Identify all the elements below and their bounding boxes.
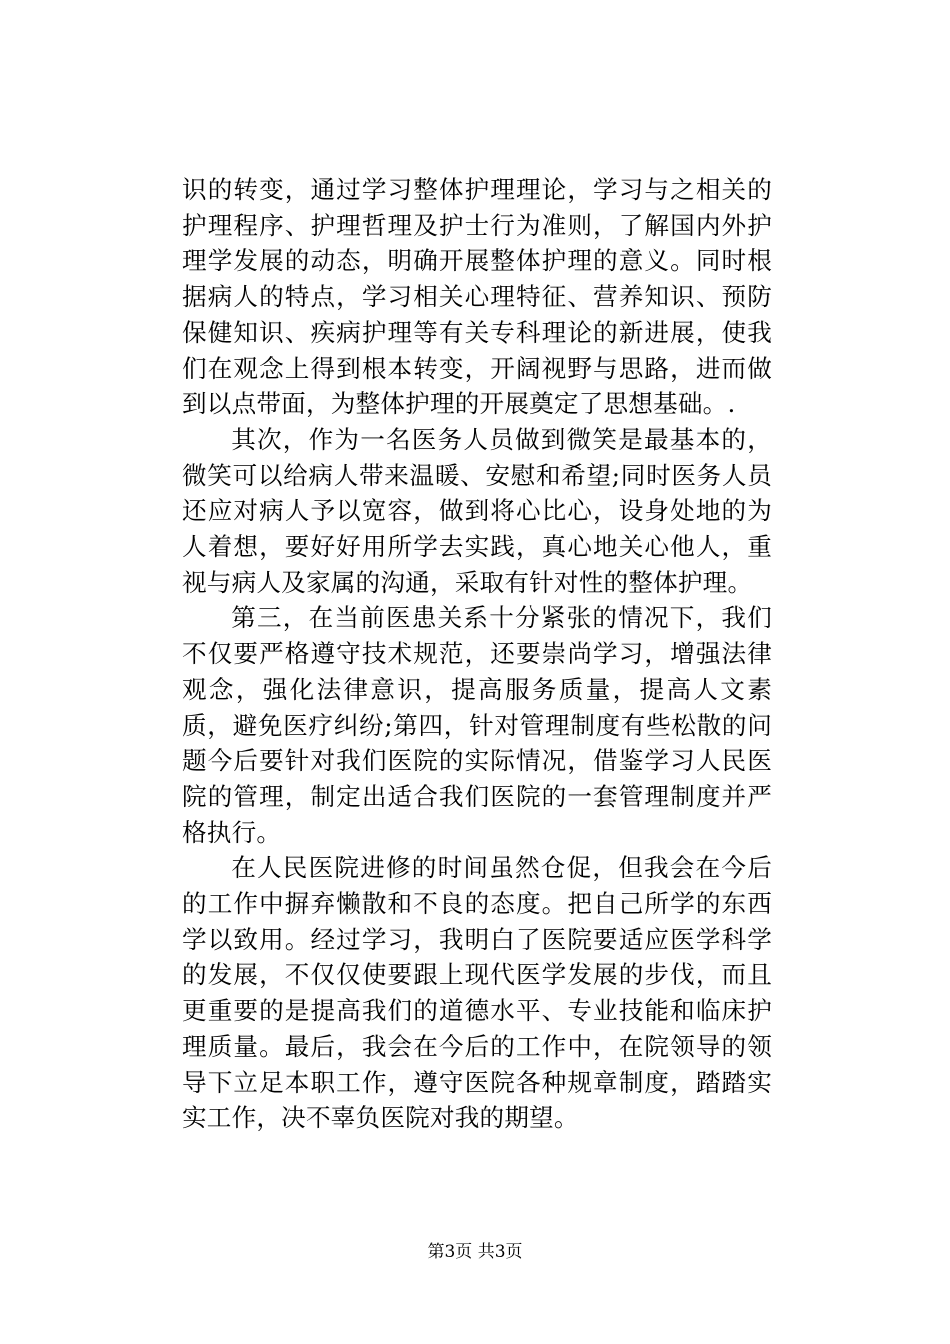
page-number-footer: 第3页 共3页 [427,1242,523,1262]
paragraph-1: 识的转变，通过学习整体护理理论，学习与之相关的护理程序、护理哲理及护士行为准则，了解国内外护理学发展的动态，明确开展整体护理的意义。同时根据病人的特点，学习相关心理特征、营养知识、预防保健知识、疾病护理等有关专科理论的新进展，使我们在观念上得到根本转变，开阔视野与思路，进而做到以点带面，为整体护理的开展奠定了思想基础。. [182,175,772,419]
document-body [182,172,772,1136]
paragraph-2: 其次，作为一名医务人员做到微笑是最基本的，微笑可以给病人带来温暖、安慰和希望;同时医务人员还应对病人予以宽容，做到将心比心，设身处地的为人着想，要好好用所学去实践，真心地关心他人，重视与病人及家属的沟通，采取有针对性的整体护理。 [182,424,772,597]
paragraph-3: 第三，在当前医患关系十分紧张的情况下，我们不仅要严格遵守技术规范，还要崇尚学习，增强法律观念，强化法律意识，提高服务质量，提高人文素质，避免医疗纠纷;第四，针对管理制度有些松散的问题今后要针对我们医院的实际情况，借鉴学习人民医院的管理，制定出适合我们医院的一套管理制度并严格执行。 [182,603,772,847]
paragraph-4: 在人民医院进修的时间虽然仓促，但我会在今后的工作中摒弃懒散和不良的态度。把自己所学的东西学以致用。经过学习，我明白了医院要适应医学科学的发展，不仅仅使要跟上现代医学发展的步伐，而且更重要的是提高我们的道德水平、专业技能和临床护理质量。最后，我会在今后的工作中，在院领导的领导下立足本职工作，遵守医院各种规章制度，踏踏实实工作，决不辜负医院对我的期望。 [182,853,772,1133]
